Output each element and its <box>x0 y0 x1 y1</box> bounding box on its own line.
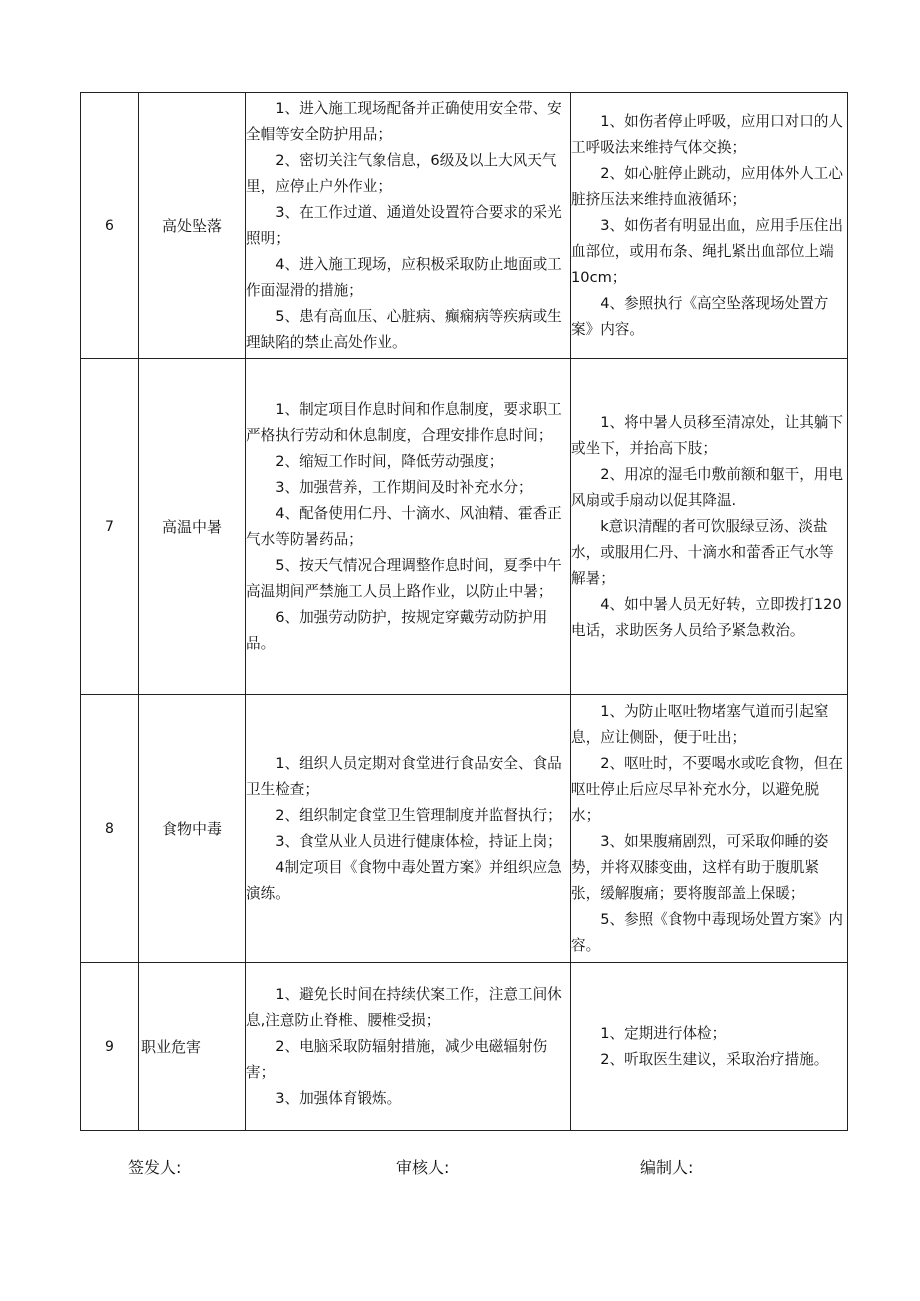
response-item: 1、如伤者停止呼吸，应用口对口的人工呼吸法来维持气体交换； <box>571 112 843 156</box>
measure-item: 3、加强营养，工作期间及时补充水分； <box>275 478 533 496</box>
response-item: 2、呕吐时，不要喝水或吃食物，但在呕吐停止后应尽早补充水分，以避免脱水； <box>571 754 843 824</box>
hazard-name: 高处坠落 <box>139 93 246 359</box>
measure-item: 1、制定项目作息时间和作息制度，要求职工严格执行劳动和休息制度，合理安排作息时间； <box>246 400 562 444</box>
response-item: 2、用凉的湿毛巾敷前额和躯干，用电风扇或手扇动以促其降温. <box>571 465 843 509</box>
prevention-measures <box>246 963 571 1131</box>
reviewer-label: 审核人: <box>396 1158 450 1177</box>
signer-label: 签发人: <box>128 1158 182 1177</box>
hazard-table <box>80 92 848 1131</box>
measure-item: 4、配备使用仁丹、十滴水、风油精、霍香正气水等防暑药品； <box>246 504 562 548</box>
measure-item: 3、加强体育锻炼。 <box>275 1089 402 1107</box>
prevention-measures <box>246 359 571 695</box>
row-number: 6 <box>81 93 139 359</box>
table-row <box>81 359 848 695</box>
measure-item: 1、组织人员定期对食堂进行食品安全、食品卫生检查； <box>246 754 562 798</box>
row-number: 8 <box>81 695 139 963</box>
measure-item: 4、进入施工现场，应积极采取防止地面或工作面湿滑的措施； <box>246 255 562 299</box>
measure-item: 3、食堂从业人员进行健康体检，持证上岗； <box>275 832 562 850</box>
signature-footer <box>0 1155 920 1181</box>
response-item: 4、参照执行《高空坠落现场处置方案》内容。 <box>571 294 829 338</box>
emergency-response <box>571 93 848 359</box>
measure-item: 2、组织制定食堂卫生管理制度并监督执行； <box>275 806 562 824</box>
measure-item: 1、避免长时间在持续伏案工作，注意工间休息,注意防止脊椎、腰椎受损； <box>246 985 562 1029</box>
emergency-response <box>571 695 848 963</box>
prevention-measures <box>246 93 571 359</box>
row-number: 9 <box>81 963 139 1131</box>
table-row <box>81 695 848 963</box>
measure-item: 2、电脑采取防辐射措施，减少电磁辐射伤害； <box>246 1037 548 1081</box>
emergency-response <box>571 359 848 695</box>
response-item: k意识清醒的者可饮服绿豆汤、淡盐水，或服用仁丹、十滴水和蕾香正气水等解暑； <box>571 517 834 587</box>
response-item: 4、如中暑人员无好转，立即拨打120电话，求助医务人员给予紧急救治。 <box>571 595 842 639</box>
measure-item: 2、密切关注气象信息，6级及以上大风天气里，应停止户外作业； <box>246 151 557 195</box>
response-item: 1、定期进行体检； <box>600 1024 727 1042</box>
measure-item: 4制定项目《食物中毒处置方案》并组织应急演练。 <box>246 858 562 902</box>
response-item: 5、参照《食物中毒现场处置方案》内容。 <box>571 910 843 954</box>
response-item: 1、为防止呕吐物堵塞气道而引起窒息，应让侧卧，便于吐出； <box>571 702 829 746</box>
response-item: 1、将中暑人员移至清凉处，让其躺下或坐下，并抬高下肢； <box>571 413 843 457</box>
hazard-name: 高温中暑 <box>139 359 246 695</box>
measure-item: 1、进入施工现场配备并正确使用安全带、安全帽等安全防护用品； <box>246 99 562 143</box>
response-item: 3、如果腹痛剧烈，可采取仰睡的姿势，并将双膝变曲，这样有助于腹肌紧张，缓解腹痛；要将腹部盖上保暖； <box>571 832 829 902</box>
emergency-response <box>571 963 848 1131</box>
table-row <box>81 93 848 359</box>
prevention-measures <box>246 695 571 963</box>
measure-item: 5、患有高血压、心脏病、癫痫病等疾病或生理缺陷的禁止高处作业。 <box>246 307 562 351</box>
row-number: 7 <box>81 359 139 695</box>
response-item: 3、如伤者有明显出血，应用手压住出血部位，或用布条、绳扎紧出血部位上端10cm； <box>571 216 843 286</box>
measure-item: 6、加强劳动防护，按规定穿戴劳动防护用品。 <box>246 608 548 652</box>
table-row <box>81 963 848 1131</box>
measure-item: 2、缩短工作时间，降低劳动强度； <box>275 452 504 470</box>
hazard-name: 食物中毒 <box>139 695 246 963</box>
measure-item: 5、按天气情况合理调整作息时间，夏季中午高温期间严禁施工人员上路作业，以防止中暑； <box>246 556 562 600</box>
response-item: 2、如心脏停止跳动，应用体外人工心脏挤压法来维持血液循环； <box>571 164 843 208</box>
hazard-name: 职业危害 <box>139 963 246 1131</box>
preparer-label: 编制人: <box>640 1158 694 1177</box>
response-item: 2、听取医生建议，采取治疗措施。 <box>600 1050 829 1068</box>
measure-item: 3、在工作过道、通道处设置符合要求的采光照明； <box>246 203 562 247</box>
